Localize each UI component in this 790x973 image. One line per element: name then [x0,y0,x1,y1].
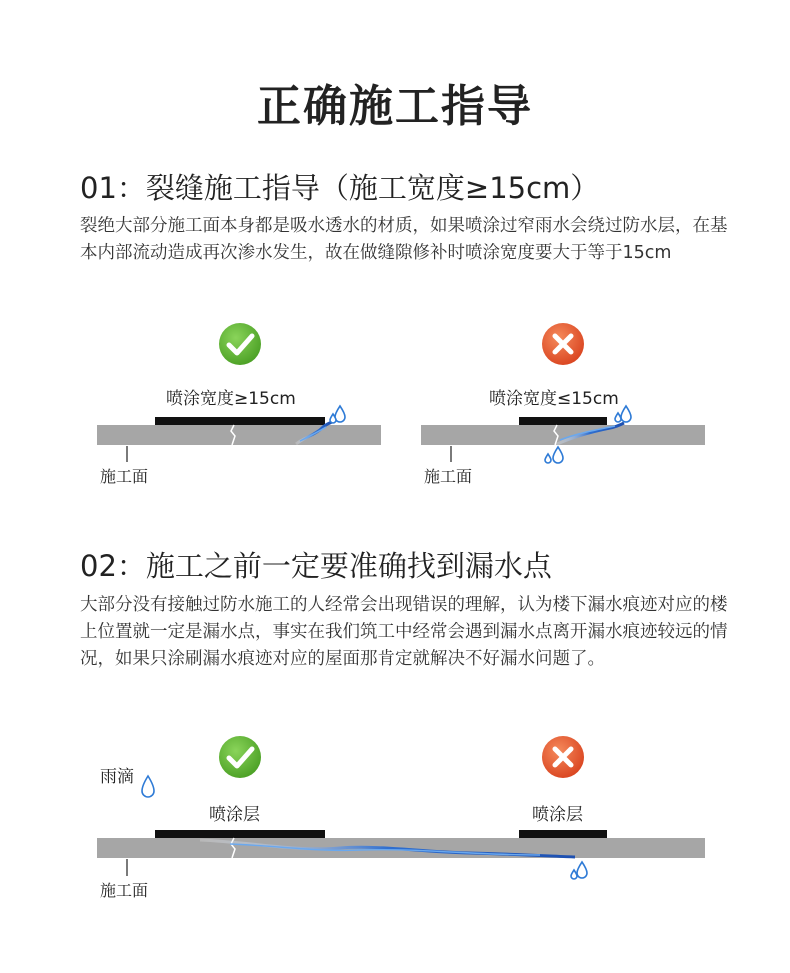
coating-label-left: 喷涂层 [209,805,260,825]
cross-icon [542,323,584,365]
section2-heading: 02：施工之前一定要准确找到漏水点 [80,549,552,583]
section1-paragraph: 裂绝大部分施工面本身都是吸水透水的材质，如果喷涂过窄雨水会绕过防水层，在基本内部流动造成再次渗水发生，故在做缝隙修补时喷涂宽度要大于等于15cm [80,216,728,263]
section2-paragraph: 大部分没有接触过防水施工的人经常会出现错误的理解，认为楼下漏水痕迹对应的楼上位置就一定是漏水点，事实在我们筑工中经常会遇到漏水点离开漏水痕迹较远的情况，如果只涂刷漏水痕迹对应的屋面那肯定就解决不好漏水问题了。 [80,595,728,669]
surface-label-right: 施工面 [424,467,473,486]
page-title: 正确施工指导 [257,81,533,132]
surface-label-left: 施工面 [100,467,149,486]
raindrop-label: 雨滴 [100,767,134,787]
section1-heading: 01：裂缝施工指导（施工宽度≥15cm） [80,171,600,205]
water-drop-icon [330,406,345,423]
coating-bar-left [155,417,325,425]
correct-width-label: 喷涂宽度≥15cm [166,389,296,409]
coating-bar-bottom-left [155,830,325,838]
check-icon [219,323,261,365]
coating-label-right: 喷涂层 [532,805,583,825]
wrong-width-label: 喷涂宽度≤15cm [489,389,619,409]
coating-bar-bottom-right [519,830,607,838]
surface-label-bottom: 施工面 [100,881,149,900]
coating-bar-right [519,417,607,425]
surface-slab-left [97,425,381,445]
